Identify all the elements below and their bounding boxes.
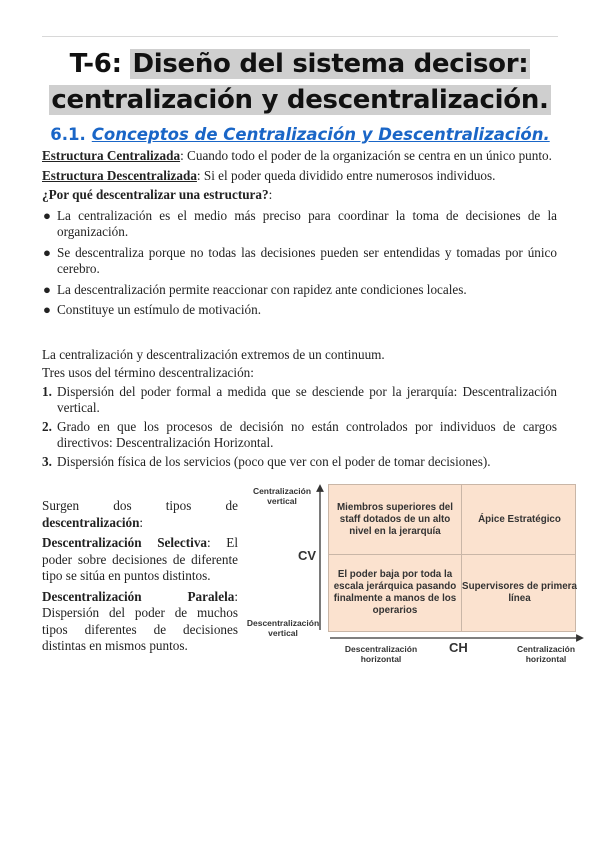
axis-label-top-left: Centralización vertical bbox=[252, 486, 312, 506]
uses-list bbox=[42, 384, 557, 471]
list-number: 1. bbox=[42, 383, 52, 399]
question-colon: : bbox=[268, 187, 273, 202]
axis-label-bottom-start: Descentralización horizontal bbox=[344, 644, 418, 664]
why-question bbox=[42, 187, 557, 204]
parallel-text: : Dispersión del poder de muchos tipos diferentes de decisiones distintas en mismos puntos. bbox=[42, 588, 238, 653]
reasons-list bbox=[42, 208, 557, 319]
cell-top-left: Miembros superiores del staff dotados de un alto nivel en la jerarquía bbox=[337, 501, 453, 537]
top-rule bbox=[42, 36, 558, 37]
types-intro bbox=[42, 498, 238, 531]
uses-intro: Tres usos del término descentralización: bbox=[42, 365, 254, 380]
parallel-term: Descentralización Paralela bbox=[42, 588, 235, 604]
definition-text: : Cuando todo el poder de la organización se centra en un único punto. bbox=[180, 148, 552, 163]
definition-term: Estructura Centralizada bbox=[42, 148, 181, 163]
axis-label-bottom-end: Centralización horizontal bbox=[516, 644, 576, 664]
list-item bbox=[42, 454, 557, 471]
bullet-icon: ● bbox=[43, 244, 51, 260]
parallel-definition bbox=[42, 589, 238, 655]
selective-text: : El poder sobre decisiones de diferente tipo se sitúa en puntos distintos. bbox=[42, 535, 238, 583]
types-intro-end: : bbox=[139, 514, 144, 530]
bullet-icon: ● bbox=[43, 302, 51, 317]
list-item bbox=[42, 302, 557, 319]
question-text: ¿Por qué descentralizar una estructura? bbox=[42, 187, 269, 202]
section-number: 6.1. bbox=[50, 125, 86, 144]
title-highlight-1: Diseño del sistema decisor: bbox=[132, 49, 529, 79]
cell-bottom-right: Supervisores de primera línea bbox=[462, 581, 577, 604]
selective-term: Descentralización Selectiva bbox=[42, 535, 208, 550]
decentralization-types bbox=[42, 498, 238, 659]
centralization-diagram bbox=[244, 480, 584, 680]
axis-cv: CV bbox=[298, 548, 317, 563]
continuum-text: La centralización y descentralización extremos de un continuum. bbox=[42, 346, 385, 362]
word: Surgen bbox=[42, 498, 80, 513]
axis-ch: CH bbox=[449, 640, 468, 655]
list-item bbox=[42, 245, 557, 278]
types-intro-line bbox=[42, 498, 238, 515]
list-item-text: La centralización es el medio más preciso para coordinar la toma de decisiones de la organización. bbox=[57, 207, 557, 239]
types-intro-bold: descentralización bbox=[42, 514, 140, 530]
bullet-icon: ● bbox=[43, 207, 51, 223]
list-item bbox=[42, 419, 557, 452]
list-item bbox=[42, 282, 557, 299]
list-item-text: Dispersión del poder formal a medida que se desciende por la jerarquía: Descentralización vertical. bbox=[57, 383, 557, 415]
list-item-text: Constituye un estímulo de motivación. bbox=[57, 302, 262, 317]
selective-definition bbox=[42, 535, 238, 585]
definition-text: : Si el poder queda dividido entre numerosos individuos. bbox=[196, 167, 496, 183]
cell-top-right: Ápice Estratégico bbox=[478, 513, 561, 525]
axis-label-bottom-left: Descentralización vertical bbox=[246, 618, 320, 638]
definition-term: Estructura Descentralizada bbox=[42, 167, 197, 183]
word: dos bbox=[113, 498, 132, 513]
page-title bbox=[0, 46, 600, 118]
title-highlight-2: centralización y descentralización. bbox=[51, 85, 549, 115]
section-heading bbox=[0, 125, 600, 144]
list-item bbox=[42, 384, 557, 417]
list-item-text: Dispersión física de los servicios (poco que ver con el poder de tomar decisiones). bbox=[57, 453, 491, 469]
title-line-2 bbox=[0, 82, 600, 118]
definition-decentralized bbox=[42, 168, 557, 185]
list-item-text: Grado en que los procesos de decisión no están controlados por individuos de cargos directivos: Descentralización Horizontal. bbox=[57, 418, 557, 450]
list-item bbox=[42, 208, 557, 241]
word: tipos bbox=[165, 498, 192, 513]
cell-bottom-left: El poder baja por toda la escala jerárquica pasando finalmente a manos de los operarios bbox=[333, 569, 457, 616]
list-item-text: Se descentraliza porque no todas las decisiones pueden ser entendidas y tomadas por único cerebro. bbox=[57, 244, 557, 276]
section-title: Conceptos de Centralización y Descentralización. bbox=[91, 125, 550, 144]
definition-centralized bbox=[42, 148, 557, 165]
matrix-grid bbox=[328, 484, 576, 632]
title-line-1 bbox=[0, 46, 600, 82]
main-content bbox=[42, 148, 557, 472]
list-number: 3. bbox=[42, 453, 52, 469]
bullet-icon: ● bbox=[43, 281, 51, 297]
title-prefix: T-6: bbox=[69, 49, 122, 79]
list-number: 2. bbox=[42, 418, 52, 434]
word: de bbox=[225, 498, 238, 513]
list-item-text: La descentralización permite reaccionar con rapidez ante condiciones locales. bbox=[57, 281, 467, 297]
